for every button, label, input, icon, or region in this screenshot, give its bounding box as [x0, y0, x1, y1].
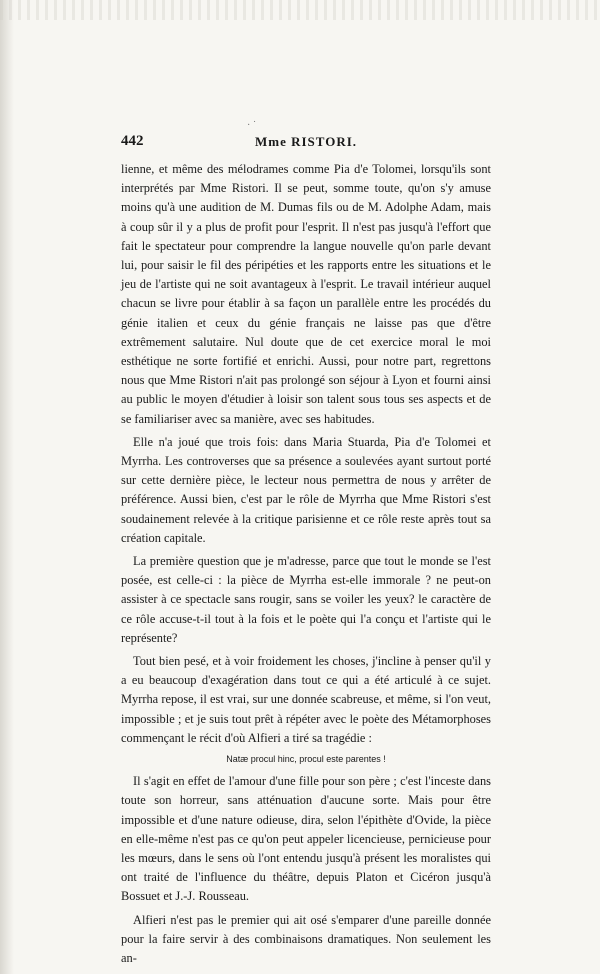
page-edge-texture — [0, 0, 600, 20]
page-number: 442 — [121, 133, 144, 149]
paragraph: Alfieri n'est pas le premier qui ait osé s'emparer d'une pareille donnée pour la faire servir à des combinaisons dramatiques. Non seulement les an- — [121, 912, 491, 965]
paragraph: La première question que je m'adresse, parce que tout le monde se l'est posée, est celle-ci : la pièce de Myrrha est-elle immorale ? ne peut-on assister à ce spectacle sans rougir, sans se voiler les yeux? le caractère de ce rôle accuse-t-il tout à la fois et le poète qui l'a conçu et l'artiste qui le représente? — [121, 554, 491, 645]
paragraph: Il s'agit en effet de l'amour d'une fille pour son père ; c'est l'inceste dans toute son horreur, sans atténuation d'aucune sorte. Mais pour être impossible et d'une nature odieuse, dira, selon l'épithète d'Ovide, la pièce en elle-même n'est pas ce qu'on peut appeler licencieuse, pernicieuse pour les mœurs, dans le sens où l'ont entendu jusqu'à présent les moralistes qui ont traité de l'influence du théâtre, depuis Platon et Cicéron jusqu'à Bossuet et J.-J. Rousseau. — [121, 774, 491, 904]
latin-quote: Natæ procul hinc, procul este parentes ! — [226, 754, 386, 765]
page-header — [121, 133, 491, 153]
paragraph: lienne, et même des mélodrames comme Pia d'e Tolomei, lorsqu'ils sont interprétés par Mme Ristori. Il se peut, somme toute, qu'on s'y amuse moins qu'à une audition de M. Dumas fils ou de M. Adolphe Adam, mais à coup sûr il y a plus de profit pour l'esprit. Il n'est pas jusqu'à l'effort que fait le spectateur pour comprendre la langue nouvelle qu'on parle devant lui, pour saisir le fil des péripéties et les rapports entre les situations et le jeu de l'artiste qui ne soit avantageux à l'esprit. Le travail intérieur auquel chacun se livre pour établir à sa façon un parallèle entre les procédés du génie italien et ceux du génie français ne laisse pas que d'être extrêmement salutaire. Nul doute que de cet exercice moral le moi esthétique ne sorte fortifié et enrichi. Aussi, pour notre part, regrettons nous que Mme Ristori n'ait pas prolongé son séjour à Lyon et fourni ainsi au public le moyen d'étudier à loisir son talent sous tous ses aspects et de se familiariser avec sa manière, avec ses habitudes. — [121, 162, 491, 426]
body-text — [121, 160, 491, 972]
running-head: Mme RISTORI. — [254, 134, 358, 149]
paragraph: Elle n'a joué que trois fois: dans Maria Stuarda, Pia d'e Tolomei et Myrrha. Les controverses que sa présence a soulevées ayant surtout porté sur cette dernière pièce, le lecteur nous permettra de nous y arrêter de préférence. Aussi bien, c'est par le rôle de Myrrha que Mme Ristori s'est soudainement relevée à la critique parisienne et ce rôle reste après tout sa création capitale. — [121, 434, 491, 545]
ink-speck: · ˙ — [247, 120, 257, 131]
paragraph: Tout bien pesé, et à voir froidement les choses, j'incline à penser qu'il y a eu beaucoup d'exagération dans tout ce qui a été articulé à ce sujet. Myrrha repose, il est vrai, sur une donnée scabreuse, et même, si l'on veut, impossible ; et je suis tout prêt à répéter avec le poète des Métamorphoses commençant le récit d'où Alfieri a tiré sa tragédie : — [121, 654, 491, 745]
gutter-shadow — [0, 0, 14, 974]
